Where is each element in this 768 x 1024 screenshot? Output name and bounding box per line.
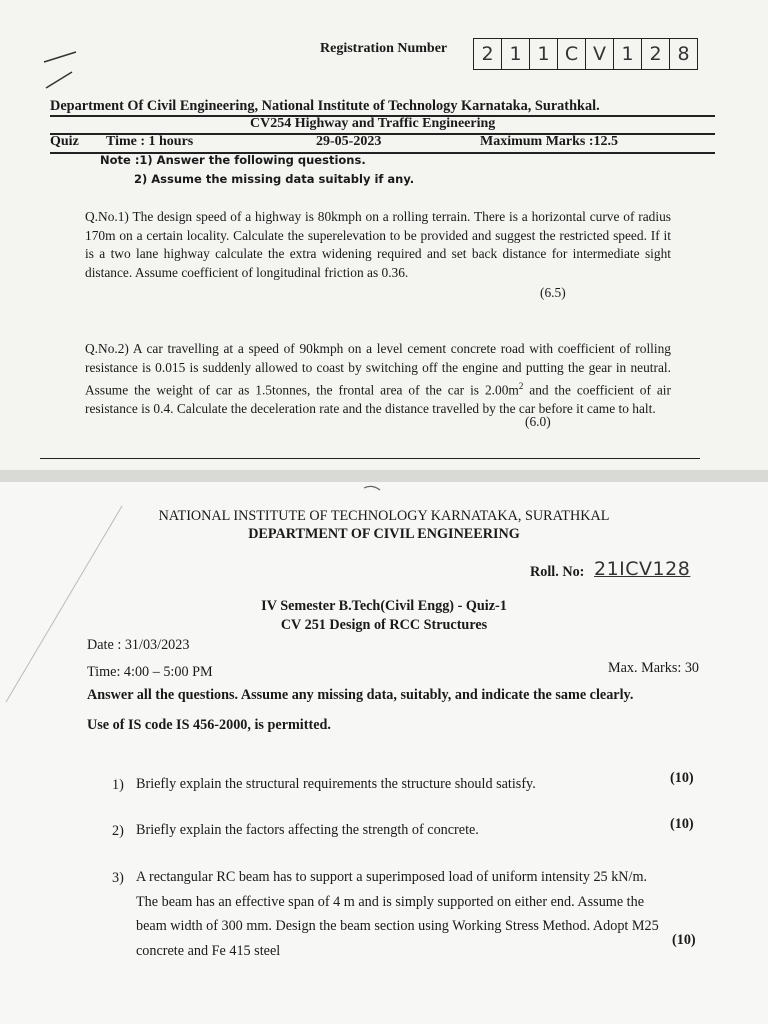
note-2: 2) Assume the missing data suitably if any. (134, 172, 415, 186)
question-text: Briefly explain the factors affecting the strength of concrete. (136, 822, 479, 838)
reg-digit: 1 (614, 39, 642, 69)
max-marks: Max. Marks: 30 (608, 660, 700, 676)
question-1-marks: (6.5) (540, 285, 566, 300)
pen-mark-icon (40, 48, 90, 93)
registration-label: Registration Number (320, 41, 448, 56)
question-2-text-a: Q.No.2) A car travelling at a speed of 90kmph on a level cement concrete road with coefficient of rolling resistance is 0.015 is suddenly allowed to coast by switching off the engine and putting the gear in neutral. Assume the weight of car as 1.5tonnes, the frontal area of the car is 2.00m (85, 341, 671, 398)
question-text: A rectangular RC beam has to support a superimposed load of uniform intensity 25 kN/m. The beam has an effective span of 4 m and is simply supported on either end. Assume the beam width of 300 mm. Design the beam section using Working Stress Method. Adopt M25 concrete and Fe 415 steel (136, 869, 659, 959)
bottom-rule (40, 458, 700, 459)
reg-digit: 1 (530, 39, 558, 69)
reg-digit: 8 (677, 43, 690, 65)
date-text: Date : 31/03/2023 (87, 637, 190, 653)
quiz-label: Quiz (50, 134, 79, 149)
question-text: Briefly explain the structural requirements the structure should satisfy. (136, 776, 536, 792)
course-title: CV 251 Design of RCC Structures (280, 617, 488, 633)
reg-digit: 1 (502, 39, 530, 69)
quiz-sheet-highway (0, 0, 768, 470)
institute-name: NATIONAL INSTITUTE OF TECHNOLOGY KARNATAKA, SURATHKAL (158, 508, 610, 524)
reg-digit: 2 (474, 39, 502, 69)
reg-digit: C (558, 39, 586, 69)
date-text: 29-05-2023 (316, 134, 382, 149)
question-number: 2) (112, 823, 124, 839)
pen-mark-icon (360, 482, 390, 496)
roll-label: Roll. No: (530, 564, 585, 580)
note-1: Note :1) Answer the following questions. (100, 153, 366, 167)
question-marks: (10) (672, 932, 696, 948)
question-2-text (85, 340, 671, 418)
question-1-text: Q.No.1) The design speed of a highway is 80kmph on a rolling terrain. There is a horizontal curve of radius 170m on a certain locality. Calculate the superelevation to be provided and suggest the restricted speed. If it is a two lane highway calculate the extra widening required and set back distance for intermediate sight distance. Assume coefficient of longitudinal friction as 0.36. (85, 209, 671, 280)
max-marks: Maximum Marks :12.5 (480, 134, 619, 149)
department-name: DEPARTMENT OF CIVIL ENGINEERING (248, 526, 520, 542)
department-line: Department Of Civil Engineering, National Institute of Technology Karnataka, Surathkal. (50, 98, 600, 114)
reg-digit: 2 (642, 39, 670, 69)
semester-title: IV Semester B.Tech(Civil Engg) - Quiz-1 (261, 598, 507, 614)
course-title: CV254 Highway and Traffic Engineering (250, 116, 496, 131)
question-marks: (10) (670, 770, 694, 786)
question-2-text-b: and the coefficient of air resistance is 0.4. Calculate the deceleration rate and the distance travelled by the car before it came to halt. (85, 382, 671, 416)
question-2-marks: (6.0) (525, 414, 551, 429)
reg-digit: V (586, 39, 614, 69)
question-number: 1) (112, 777, 124, 793)
question-marks: (10) (670, 816, 694, 832)
time-text: Time: 4:00 – 5:00 PM (87, 664, 213, 680)
question-number: 3) (112, 870, 124, 886)
instruction-2: Use of IS code IS 456-2000, is permitted. (87, 717, 331, 733)
time-text: Time : 1 hours (106, 134, 194, 149)
registration-number-boxes (473, 38, 698, 70)
quiz-sheet-rcc (0, 482, 768, 1024)
roll-number: 21ICV128 (594, 558, 691, 580)
superscript: 2 (518, 381, 524, 391)
instruction-1: Answer all the questions. Assume any missing data, suitably, and indicate the same clearly. (87, 687, 634, 703)
